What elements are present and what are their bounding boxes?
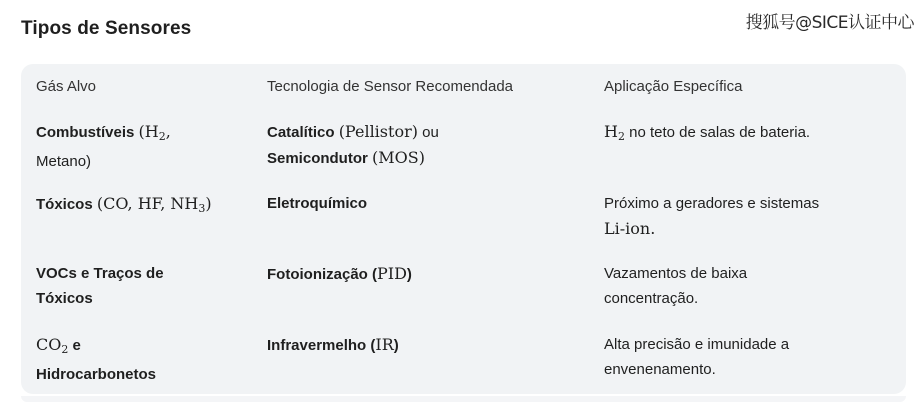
cell-gas — [36, 119, 251, 174]
cell-application: Próximo a geradores e sistemas Li-ion. — [604, 195, 820, 238]
cell-technology: Fotoionização (PID) — [267, 264, 412, 283]
cell-technology: Catalítico (Pellistor) ou Semicondutor (MOS) — [267, 122, 439, 167]
header-application: Aplicação Específica — [604, 78, 743, 95]
cell-gas: Tóxicos (CO, HF, $NH_3$) — [36, 194, 212, 215]
gas-extra: Metano) — [36, 153, 92, 170]
cell-technology: Infravermelho (IR) — [267, 335, 399, 354]
header-gas: Gás Alvo — [36, 78, 97, 95]
cell-gas: VOCs e Traços de Tóxicos — [36, 265, 164, 307]
cell-technology: Eletroquímico — [267, 195, 368, 212]
table-bottom-strip — [21, 396, 906, 402]
cell-gas: $CO_2$ e Hidrocarbonetos — [36, 335, 157, 383]
gas-name: Combustíveis — [36, 124, 135, 141]
cell-application: Vazamentos de baixa concentração. — [604, 265, 748, 307]
watermark: 搜狐号@SICE认证中心 — [745, 13, 914, 33]
cell-application: Alta precisão e imunidade a envenenamento. — [604, 336, 790, 378]
sensor-table — [21, 64, 906, 394]
page-title: Tipos de Sensores — [21, 18, 192, 39]
cell-application: $H_2$ no teto de salas de bateria. — [604, 122, 811, 143]
header-technology: Tecnologia de Sensor Recomendada — [267, 78, 513, 95]
gas-formula: ($H_2$, — [138, 122, 171, 143]
